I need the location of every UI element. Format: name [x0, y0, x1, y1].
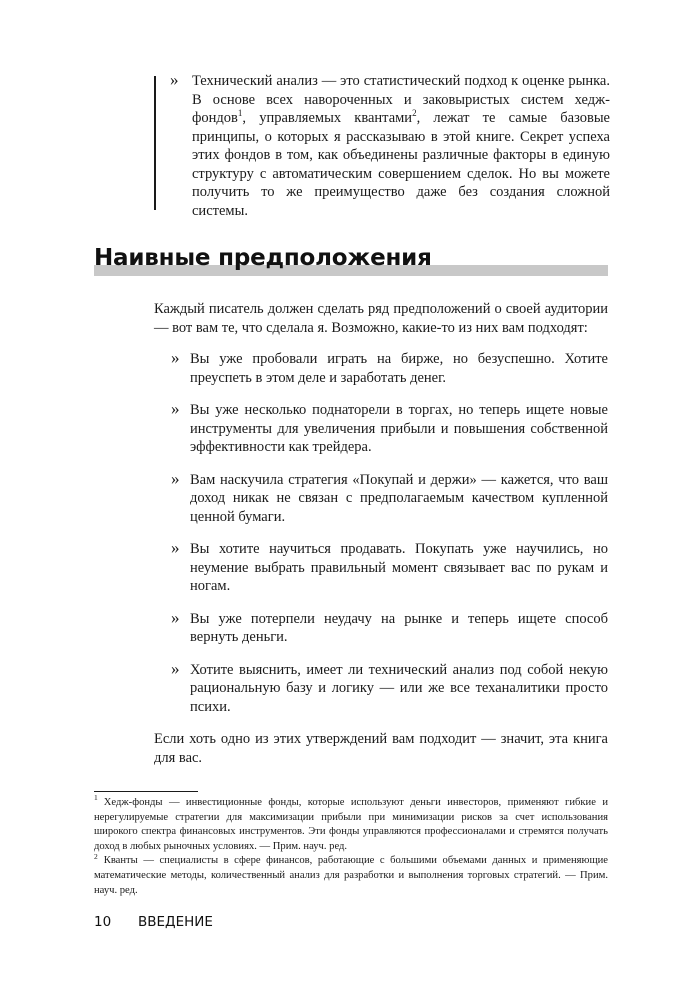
list-item — [154, 350, 608, 387]
section-body — [154, 300, 608, 767]
footnote-number: 1 — [94, 793, 98, 803]
page-number: 10 — [94, 914, 112, 930]
page-footer — [94, 913, 213, 931]
list-item — [154, 607, 608, 647]
bullet-mark: » — [171, 468, 180, 488]
list-item-text: Хотите выяснить, имеет ли технический анализ под собой некую рациональную базу и логику — или же все теханалитики просто психи. — [190, 661, 608, 715]
footnote-separator — [94, 791, 198, 792]
running-section-title: ВВЕДЕНИЕ — [138, 914, 213, 930]
list-item-text: Вы уже несколько поднаторели в торгах, но теперь ищете новые инструменты для увеличения прибыли и повышения собственной эффективности как трейдера. — [190, 402, 608, 455]
footnote-number: 2 — [94, 851, 98, 861]
section-title: Наивные предположения — [94, 245, 432, 271]
footnote-text: Кванты — специалисты в сфере финансов, работающие с большими объемами данных и применяющие математические методы, количественный анализ для разработки и выполнения торговых стратегий. — Прим. науч. ред. — [94, 855, 608, 896]
intro-callout — [154, 72, 610, 220]
bullet-mark: » — [171, 607, 180, 627]
bullet-mark: » — [171, 348, 180, 367]
section-heading — [94, 243, 608, 277]
bullet-mark: » — [171, 399, 180, 418]
bullet-mark: » — [171, 538, 180, 557]
list-item — [154, 468, 608, 527]
list-item — [154, 540, 608, 596]
assumption-list — [154, 350, 608, 716]
footnote-1 — [94, 793, 608, 854]
intro-bullet — [154, 72, 610, 220]
intro-text-1: Технический анализ — это статистический подход к оценке рынка. В основе всех навороченных и заковыристых систем хедж-фондов — [192, 73, 610, 126]
footnotes — [94, 793, 608, 898]
closing-paragraph: Если хоть одно из этих утверждений вам подходит — значит, эта книга для вас. — [154, 731, 608, 766]
list-item-text: Вам наскучила стратегия «Покупай и держи» — кажется, что ваш доход никак не связан с предполагаемым качеством купленной ценной бумаги. — [190, 471, 608, 525]
intro-text-2: , управляемых квантами — [242, 110, 413, 126]
intro-text-3: , лежат те самые базовые принципы, о которых я рассказываю в этой книге. Секрет успеха этих фондов в том, как объединены различные факторы в единую структуру с автоматическим совершением сделок. Но вы можете получить то же преимущество даже без создания сложной системы. — [192, 110, 610, 219]
footnote-2 — [94, 851, 608, 898]
footnote-ref-1[interactable]: 1 — [237, 108, 243, 119]
footnote-ref-2[interactable]: 2 — [412, 108, 417, 119]
lead-paragraph: Каждый писатель должен сделать ряд предположений о своей аудитории — вот вам те, что сделала я. Возможно, какие-то из них вам подходят: — [154, 301, 608, 336]
footnote-text: Хедж-фонды — инвестиционные фонды, которые используют деньги инвесторов, применяют гибкие и нерегулируемые стратегии для максимизации прибыли при минимизации рисков за счет использования широкого спектра финансовых инструментов. Эти фонды управляются профессионалами и стремятся получать доход в любых рыночных условиях. — Прим. науч. ред. — [94, 797, 608, 852]
list-item-text: Вы уже пробовали играть на бирже, но безуспешно. Хотите преуспеть в этом деле и заработать денег. — [190, 351, 608, 386]
bullet-mark: » — [171, 658, 180, 678]
list-item-text: Вы уже потерпели неудачу на рынке и теперь ищете способ вернуть деньги. — [190, 610, 608, 645]
list-item — [154, 658, 608, 717]
bullet-mark: » — [170, 70, 179, 89]
list-item — [154, 401, 608, 457]
list-item-text: Вы хотите научиться продавать. Покупать уже научились, но неумение выбрать правильный момент связывает вас по рукам и ногам. — [190, 541, 608, 594]
